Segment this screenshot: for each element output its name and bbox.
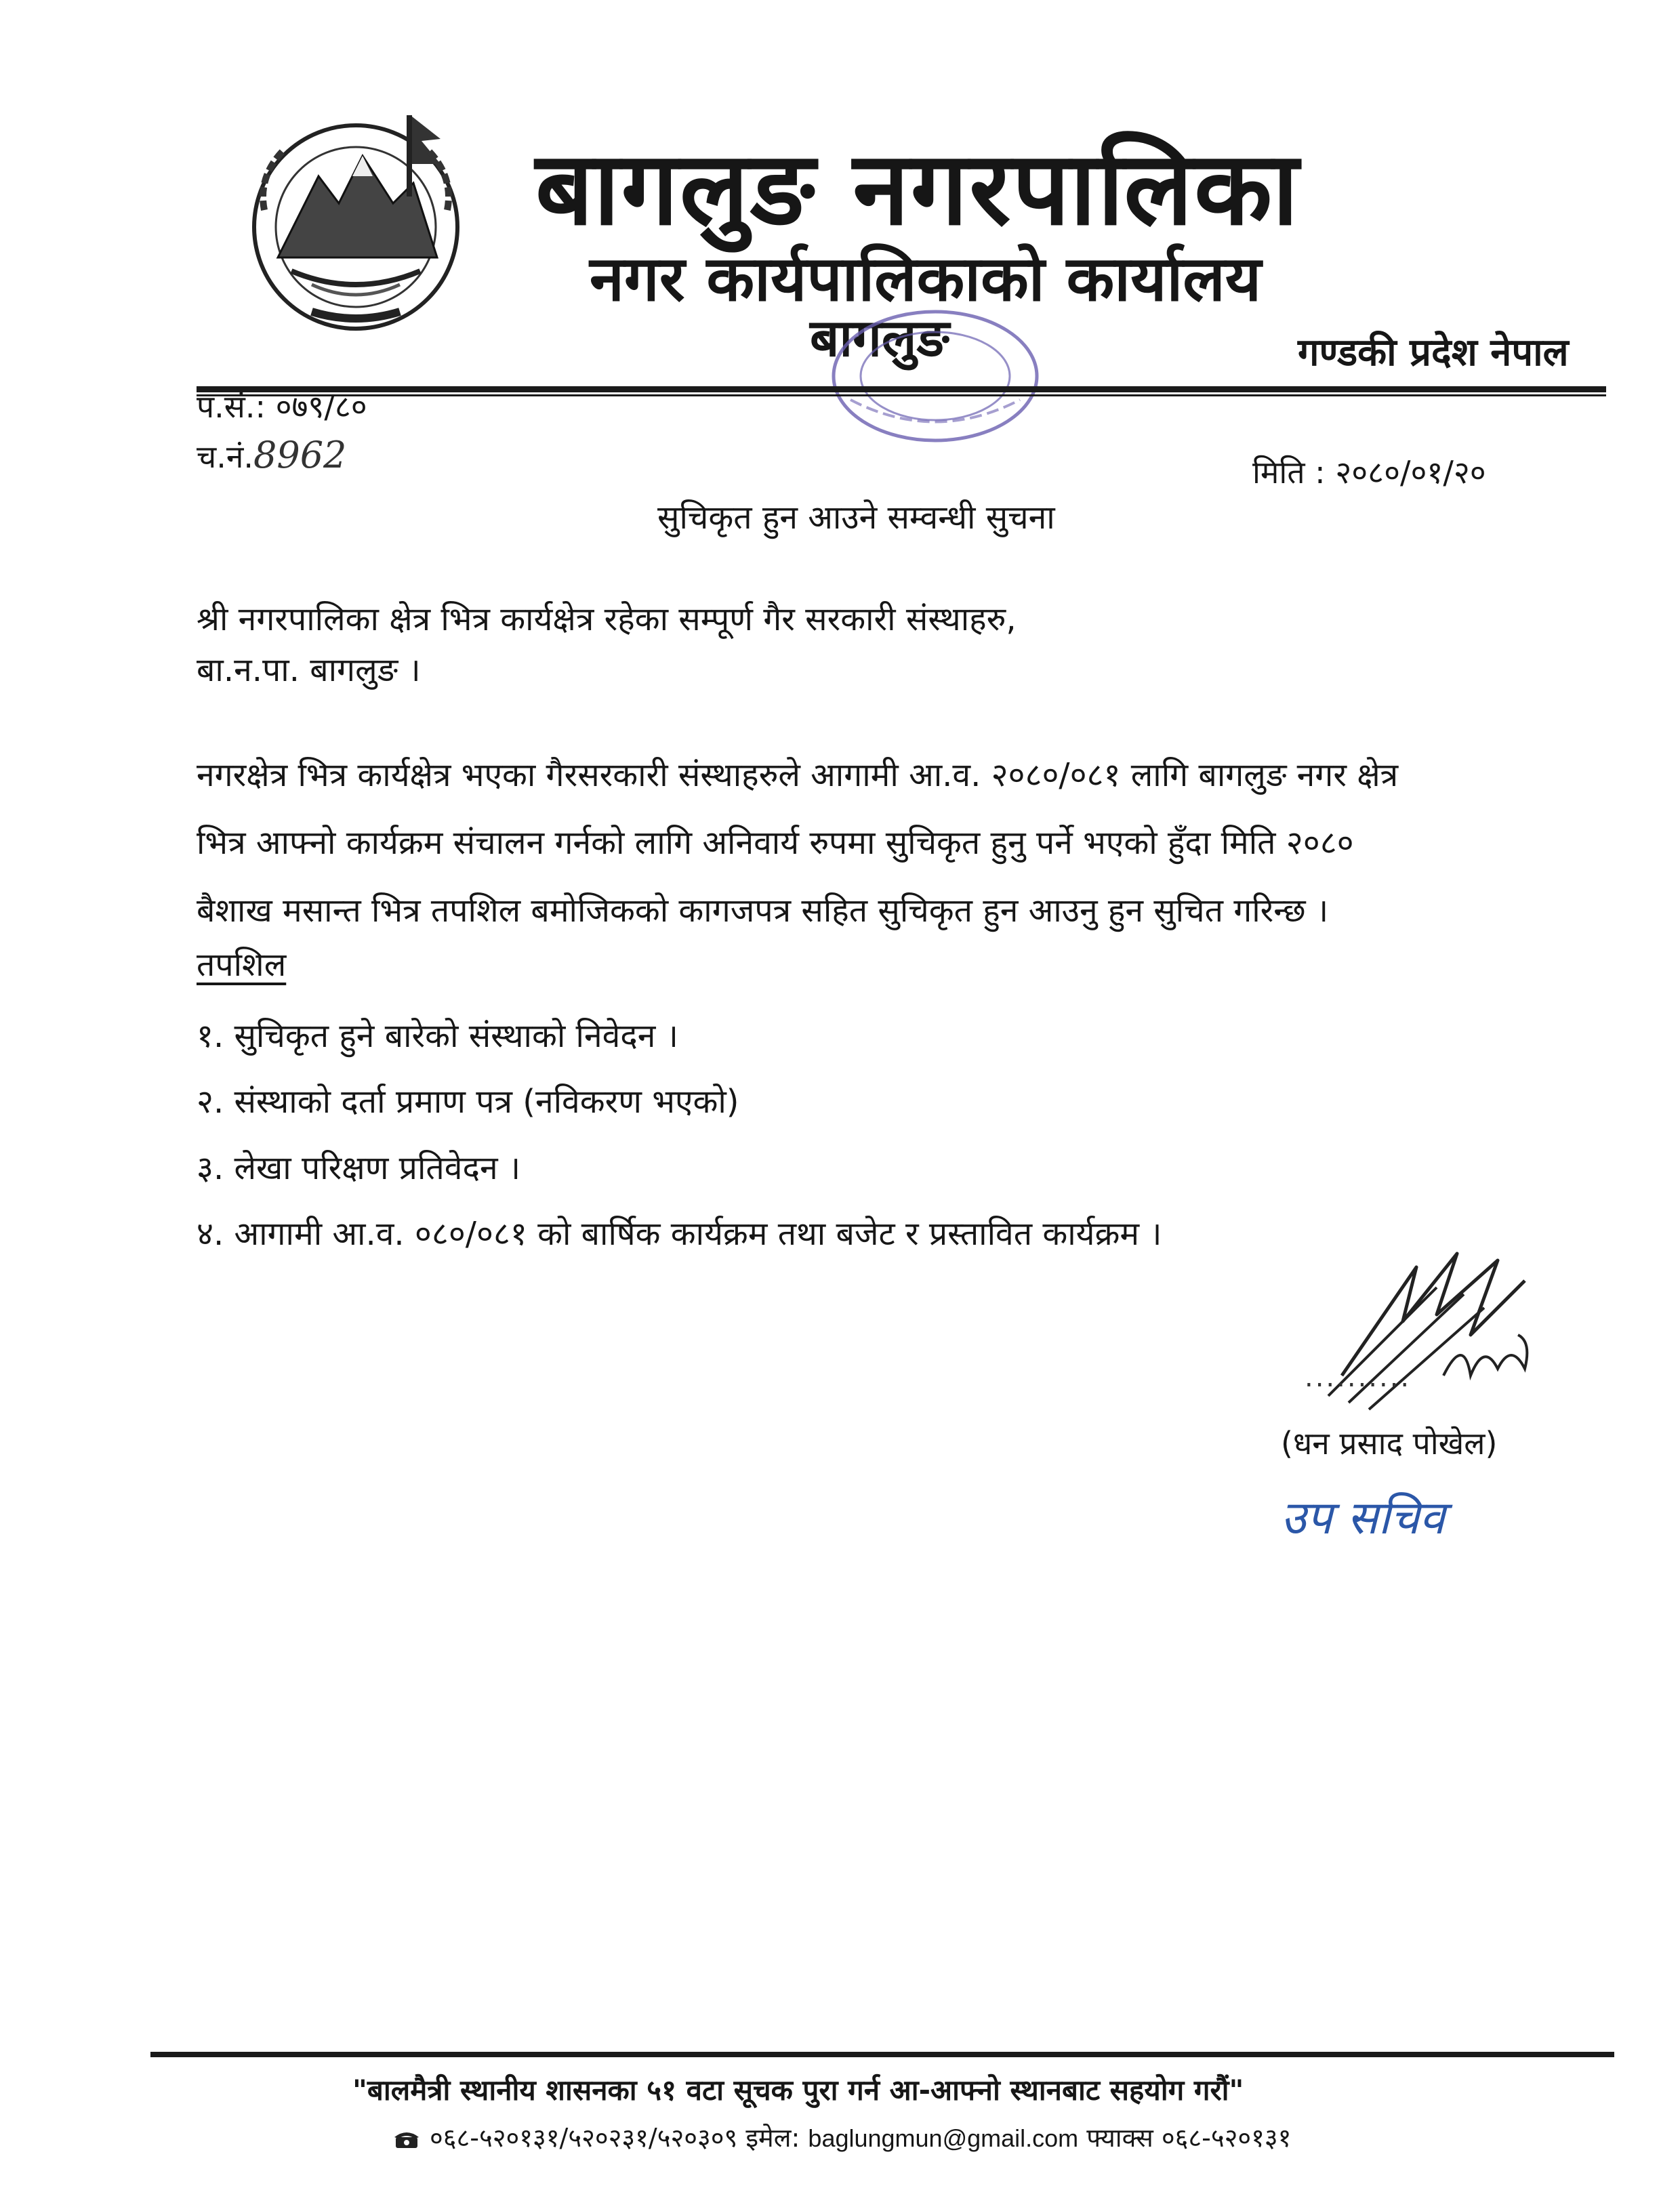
letter-date: [1252, 451, 1486, 493]
addressee-line-1: श्री नगरपालिका क्षेत्र भित्र कार्यक्षेत्र रहेका सम्पूर्ण गैर सरकारी संस्थाहरु,: [197, 600, 1017, 638]
header-divider: [197, 386, 1606, 392]
office-city: बागलुङ: [810, 308, 949, 368]
office-subtitle: नगर कार्यपालिकाको कार्यालय: [590, 243, 1262, 315]
addressee-line-2: बा.न.पा. बागलुङ ।: [197, 651, 421, 689]
header-divider-thin: [197, 394, 1606, 396]
patra-sankhya-value: ०७९/८०: [275, 388, 367, 425]
date-label: मिति :: [1252, 454, 1326, 491]
chalani-label: च.नं.: [197, 438, 253, 475]
body-line-2: भित्र आफ्नो कार्यक्रम संचालन गर्नको लागि अनिवार्य रुपमा सुचिकृत हुनु पर्ने भएको हुँदा मिति २०८०: [197, 824, 1354, 862]
list-item: २. संस्थाको दर्ता प्रमाण पत्र (नविकरण भएको): [197, 1083, 739, 1121]
letter-subject: सुचिकृत हुन आउने सम्वन्धी सुचना: [657, 499, 1055, 537]
footer-fax: ०६८-५२०१३१: [1161, 2123, 1292, 2153]
handwritten-signature: [1301, 1240, 1545, 1443]
list-item: ४. आगामी आ.व. ०८०/०८१ को बार्षिक कार्यक्रम तथा बजेट र प्रस्तावित कार्यक्रम ।: [197, 1215, 1162, 1253]
signature-dots: ..........: [1305, 1362, 1412, 1393]
date-value: २०८०/०१/२०: [1335, 454, 1486, 491]
signer-name: (धन प्रसाद पोखेल): [1281, 1425, 1498, 1462]
chalani-value: 8962: [253, 434, 347, 476]
footer-email[interactable]: baglungmun@gmail.com: [808, 2124, 1079, 2152]
tapshil-heading: तपशिल: [197, 946, 287, 984]
footer-email-label: इमेल:: [745, 2123, 800, 2153]
nepal-emblem-icon: [237, 102, 474, 339]
list-item: १. सुचिकृत हुने बारेको संस्थाको निवेदन ।: [197, 1017, 678, 1055]
telephone-icon: [393, 2130, 420, 2149]
footer-phone: ०६८-५२०१३१/५२०२३१/५२०३०९: [430, 2123, 738, 2153]
office-stamp-icon: [823, 298, 1047, 454]
footer-divider: [150, 2052, 1614, 2057]
list-item: ३. लेखा परिक्षण प्रतिवेदन ।: [197, 1149, 521, 1187]
body-line-3: बैशाख मसान्त भित्र तपशिल बमोजिकको कागजपत्र सहित सुचिकृत हुन आउनु हुन सुचित गरिन्छ ।: [197, 892, 1329, 930]
province-name: गण्डकी प्रदेश नेपाल: [1298, 331, 1569, 375]
body-line-1: नगरक्षेत्र भित्र कार्यक्षेत्र भएका गैरसरकारी संस्थाहरुले आगामी आ.व. २०८०/०८१ लागि बागलुङ नगर क्षेत्र: [197, 756, 1399, 794]
office-title: बागलुङ नगरपालिका: [535, 130, 1300, 248]
footer-fax-label: फ्याक्स: [1086, 2123, 1153, 2153]
signer-designation: उप सचिव: [1281, 1491, 1446, 1545]
patra-sankhya: [197, 385, 367, 427]
patra-sankhya-label: प.सं.:: [197, 388, 266, 425]
footer-contact: [393, 2120, 1291, 2155]
footer-slogan: "बालमैत्री स्थानीय शासनका ५१ वटा सूचक पुरा गर्न आ-आफ्नो स्थानबाट सहयोग गरौं": [352, 2073, 1244, 2107]
chalani-number: [197, 434, 346, 477]
